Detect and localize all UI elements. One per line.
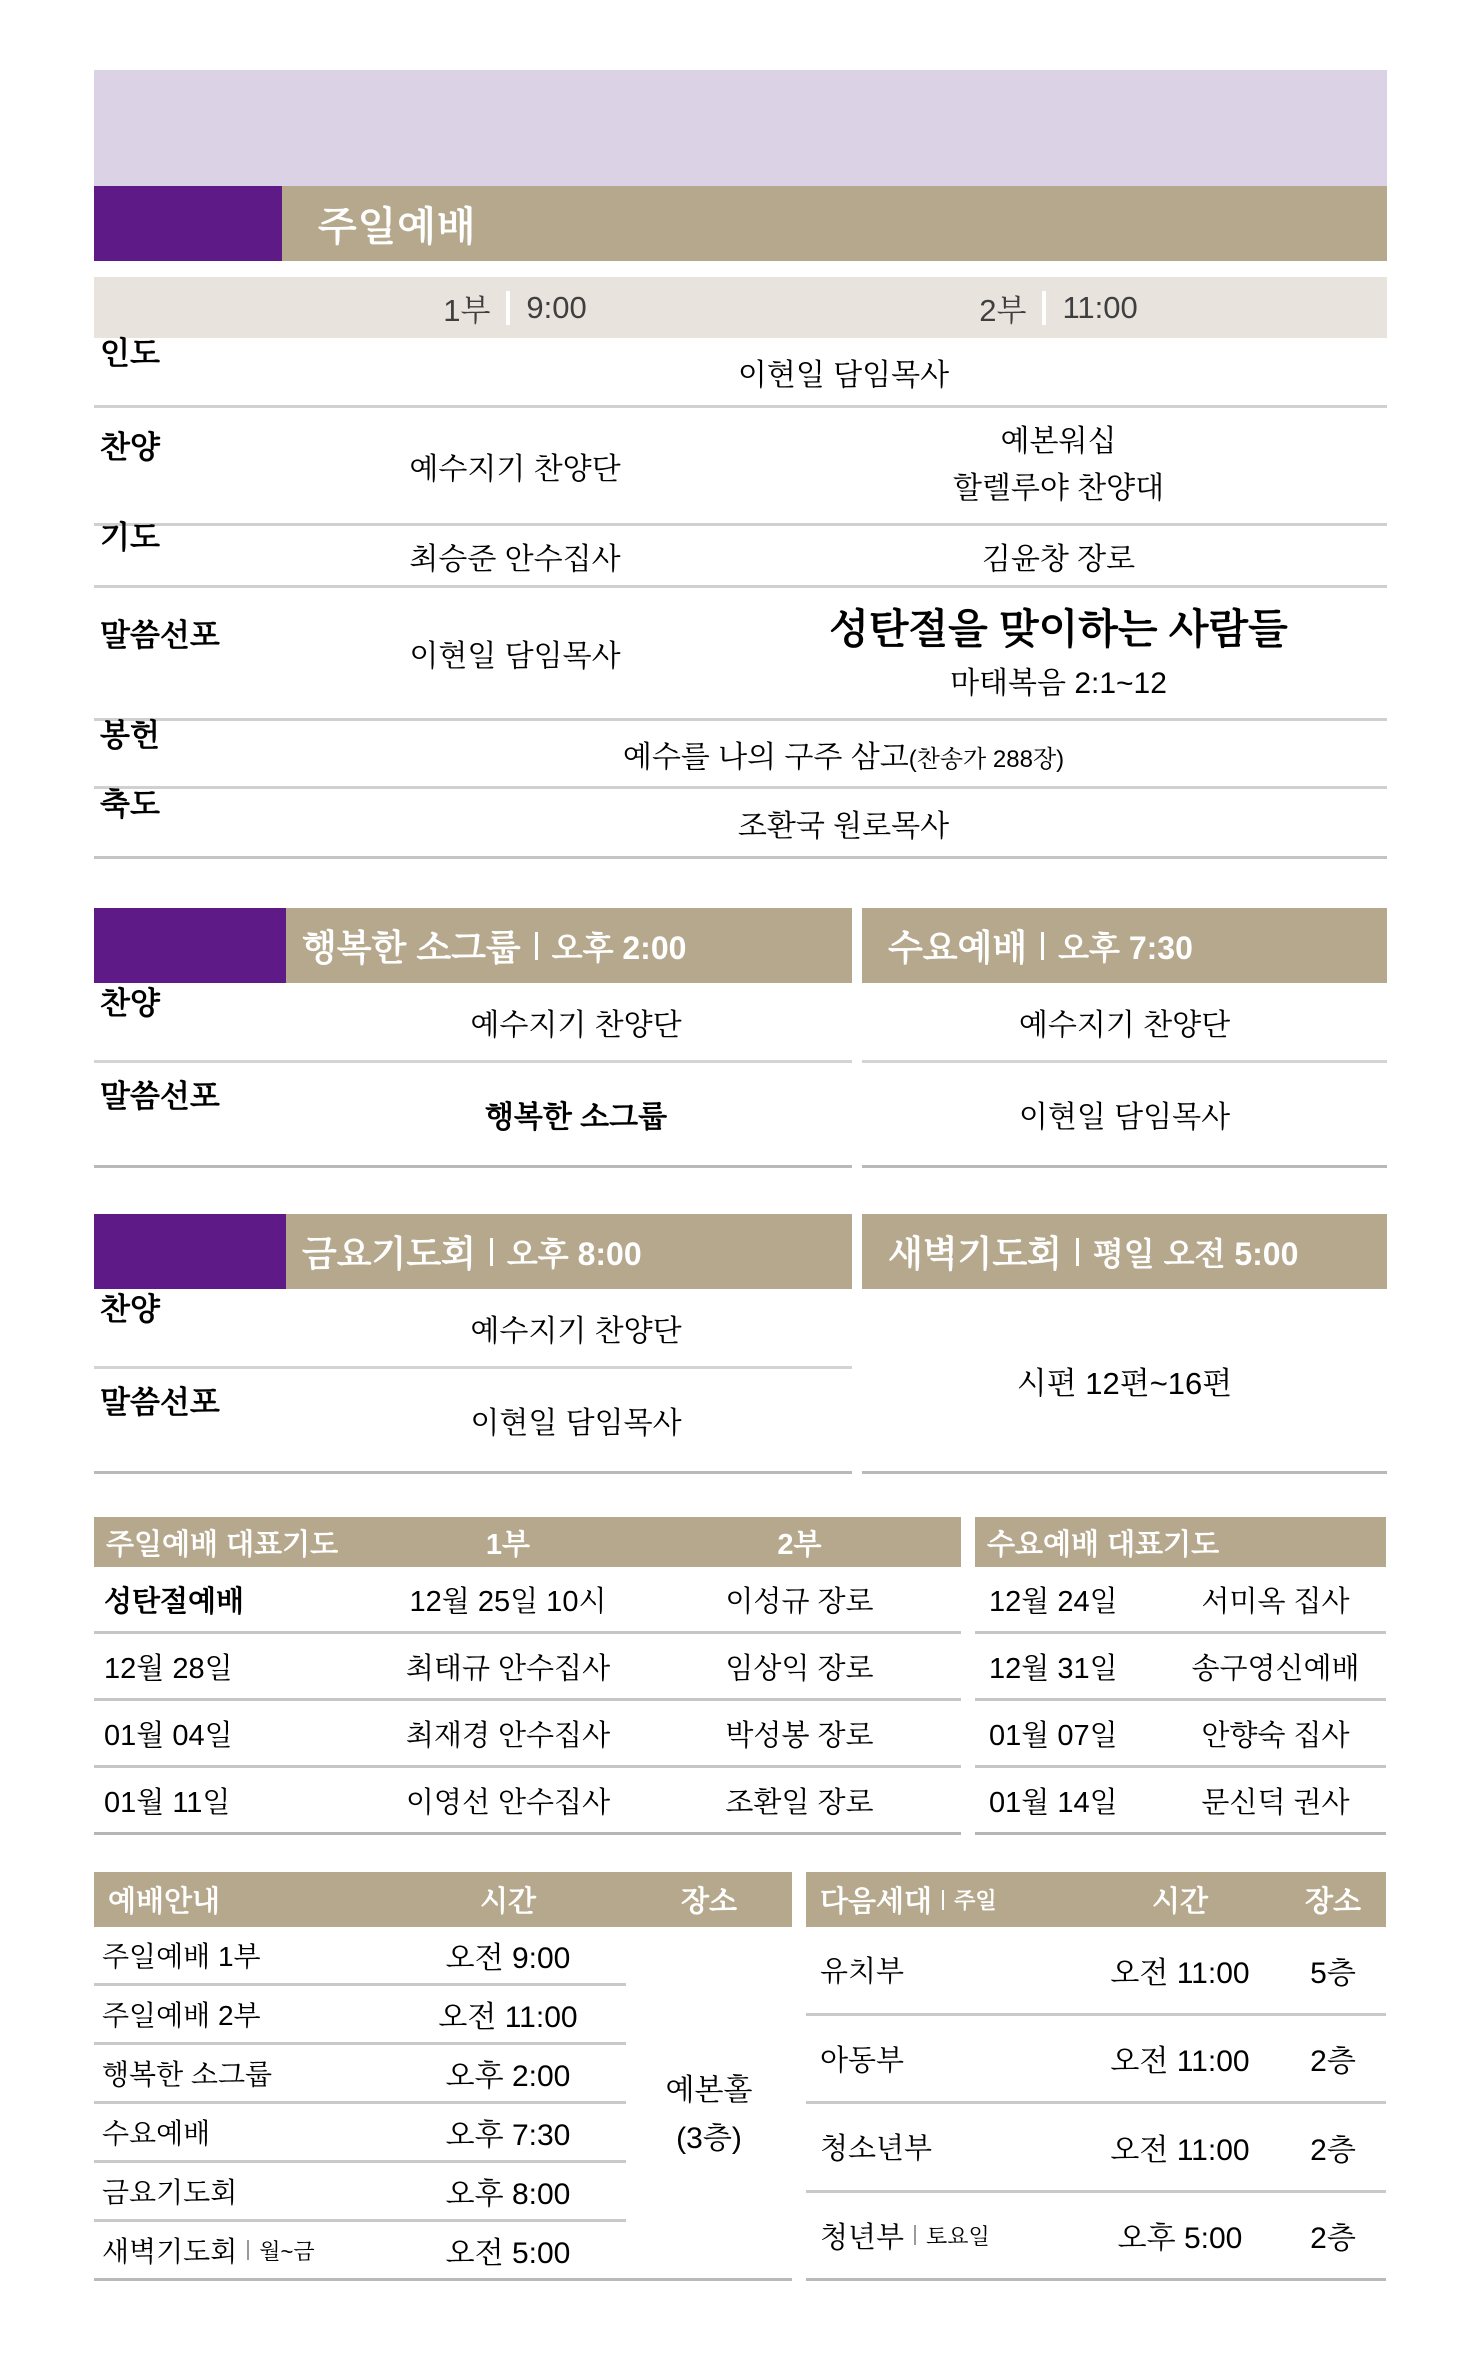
part1-name: 12월 25일 10시 (409, 1585, 607, 1618)
table-row-leading (94, 338, 1387, 408)
praise-team: 예수지기 찬양단 (470, 1314, 682, 1348)
sunday-worship-table (94, 338, 1387, 859)
friday-prayer-title: 금요기도회 (302, 1233, 476, 1274)
separator-bar (942, 1890, 944, 1910)
sunday-rep-prayer-title: 주일예배 대표기도 (106, 1528, 339, 1561)
section-small-group-and-wednesday (94, 908, 1387, 1168)
bulletin-content (94, 70, 1387, 2281)
table-row (806, 1927, 1386, 2016)
sermon-verse: 마태복음 2:1~12 (950, 666, 1167, 700)
wednesday-worship-title: 수요예배 (888, 927, 1028, 968)
col-header-place: 장소 (1304, 1886, 1362, 1918)
dawn-prayer-scripture: 시편 12편~16편 (862, 1289, 1387, 1474)
col-header-time: 시간 (1151, 1886, 1209, 1918)
row-label: 찬양 (100, 430, 160, 466)
table-row-praise (94, 1289, 852, 1369)
worship-guide-table (94, 1872, 792, 2281)
service-name-note: 월~금 (259, 2238, 315, 2264)
table-row (94, 1768, 961, 1835)
separator-bar (490, 1238, 493, 1266)
table-row (94, 2163, 626, 2222)
row-label: 찬양 (100, 986, 160, 1022)
part2-name: 임상익 장로 (725, 1652, 874, 1685)
offering-hymn: 예수를 나의 구주 삼고(찬송가 288장) (622, 740, 1065, 774)
table-row-offering (94, 718, 1387, 789)
purple-accent-block (94, 1214, 286, 1289)
table-row-benediction (94, 789, 1387, 859)
row-name: 문신덕 권사 (1201, 1786, 1350, 1819)
table-row-sermon (862, 1063, 1387, 1168)
service-times-row (94, 277, 1387, 338)
next-generation-header (806, 1872, 1386, 1927)
row-date: 12월 28일 (104, 1652, 233, 1685)
wednesday-worship-title-bar (862, 908, 1387, 983)
row-name: 서미옥 집사 (1201, 1585, 1350, 1618)
col-header-place: 장소 (680, 1886, 738, 1918)
service-time: 오후 2:00 (445, 2060, 571, 2093)
service-1-time (300, 285, 730, 330)
table-row-praise (94, 983, 852, 1063)
department-time: 오후 5:00 (1117, 2222, 1243, 2256)
table-row (94, 1986, 626, 2045)
wednesday-rep-prayer-table (975, 1517, 1386, 1835)
table-row-sermon (94, 1063, 852, 1168)
sermon-title: 성탄절을 맞이하는 사람들 (829, 606, 1288, 653)
place-line2: (3층) (676, 2122, 742, 2155)
dawn-prayer-title-bar (862, 1214, 1387, 1289)
row-label: 말씀선포 (100, 1078, 220, 1114)
sunday-rep-prayer-table (94, 1517, 961, 1835)
happy-small-group-header (94, 908, 852, 983)
department-name-note: 토요일 (926, 2223, 990, 2249)
service-name: 행복한 소그룹 (102, 2059, 273, 2090)
purple-accent-block (94, 186, 282, 261)
table-row (975, 1701, 1386, 1768)
sunday-worship-title-bar (282, 186, 1387, 261)
separator-bar (1076, 1238, 1079, 1266)
row-date: 01월 14일 (989, 1786, 1118, 1819)
table-row-praise (94, 408, 1387, 526)
service-1-time-value: 9:00 (526, 289, 587, 325)
leading-name: 이현일 담임목사 (737, 358, 950, 392)
department-time: 오전 11:00 (1110, 2045, 1250, 2079)
service-2-time (730, 285, 1387, 330)
row-label: 찬양 (100, 1292, 160, 1328)
section-header-sunday-worship (94, 186, 1387, 261)
happy-small-group-title-bar (286, 908, 852, 983)
department-time: 오전 11:00 (1110, 1956, 1250, 1990)
row-date: 성탄절예배 (104, 1585, 245, 1618)
table-row (94, 2104, 626, 2163)
row-label: 말씀선포 (100, 1384, 220, 1420)
praise-part2-line1: 예본워십 (1000, 425, 1117, 458)
wednesday-rep-prayer-rows (975, 1567, 1386, 1835)
service-name: 수요예배 (102, 2118, 211, 2149)
col-header-time: 시간 (479, 1886, 537, 1918)
next-generation-table (806, 1872, 1386, 2281)
prayer-part2: 김윤창 장로 (981, 542, 1136, 576)
wednesday-rep-prayer-title: 수요예배 대표기도 (987, 1528, 1220, 1561)
row-date: 01월 04일 (104, 1719, 233, 1752)
service-name: 주일예배 1부 (102, 1941, 261, 1972)
next-generation-title-note: 주일 (954, 1888, 997, 1913)
wednesday-rep-prayer-header (975, 1517, 1386, 1567)
next-generation-title: 다음세대 주일 (820, 1886, 997, 1918)
sunday-rep-prayer-header (94, 1517, 961, 1567)
service-time: 오전 11:00 (438, 2001, 578, 2034)
separator-bar (914, 2225, 916, 2245)
service-time: 오후 8:00 (445, 2178, 571, 2211)
table-row (975, 1634, 1386, 1701)
table-row (94, 1634, 961, 1701)
sermon-value: 행복한 소그룹 (484, 1101, 668, 1134)
section-representative-prayer (94, 1517, 1387, 1835)
separator-bar (535, 932, 538, 960)
service-name: 새벽기도회 월~금 (102, 2236, 315, 2267)
decorative-lavender-band (94, 70, 1387, 186)
friday-prayer-header (94, 1214, 852, 1289)
praise-part2-line2: 할렐루야 찬양대 (952, 471, 1165, 505)
sermon-preacher: 이현일 담임목사 (409, 640, 621, 673)
table-row (806, 2193, 1386, 2279)
table-row (975, 1768, 1386, 1835)
worship-guide-header (94, 1872, 792, 1927)
offering-hymn-number: (찬송가 288장) (908, 745, 1065, 773)
department-name: 유치부 (820, 1956, 905, 1989)
praise-part1: 예수지기 찬양단 (409, 452, 621, 486)
part1-name: 이영선 안수집사 (405, 1786, 611, 1819)
dawn-prayer-header (862, 1214, 1387, 1289)
separator-bar (1042, 291, 1046, 325)
row-name: 송구영신예배 (1191, 1652, 1360, 1685)
table-row (806, 2104, 1386, 2193)
service-name: 금요기도회 (102, 2177, 238, 2208)
purple-accent-block (94, 908, 286, 983)
sermon-preacher: 이현일 담임목사 (470, 1407, 682, 1440)
col-header-part2: 2부 (777, 1528, 822, 1561)
merged-place-cell (626, 2067, 792, 2163)
row-name: 안향숙 집사 (1201, 1719, 1350, 1752)
col-header-part1: 1부 (485, 1528, 531, 1561)
sunday-rep-prayer-rows (94, 1567, 961, 1835)
sermon-preacher: 이현일 담임목사 (1018, 1101, 1231, 1134)
worship-guide-title: 예배안내 (108, 1886, 221, 1918)
table-row (975, 1567, 1386, 1634)
sunday-worship-title: 주일예배 (318, 205, 477, 249)
wednesday-worship-header (862, 908, 1387, 983)
department-place: 2층 (1310, 2045, 1356, 2079)
place-line1: 예본홀 (665, 2074, 753, 2107)
row-date: 12월 31일 (989, 1652, 1118, 1685)
part2-name: 박성봉 장로 (725, 1719, 874, 1752)
row-date: 01월 07일 (989, 1719, 1118, 1752)
friday-prayer-title-bar (286, 1214, 852, 1289)
table-row-sermon (94, 1369, 852, 1474)
row-label: 인도 (100, 336, 160, 372)
praise-part2 (730, 419, 1387, 512)
friday-prayer-time: 오후 8:00 (506, 1235, 642, 1272)
sermon-info (730, 604, 1387, 701)
dawn-prayer-table (862, 1214, 1387, 1474)
table-row-praise (862, 983, 1387, 1063)
happy-small-group-table (94, 908, 852, 1168)
row-date: 01월 11일 (104, 1786, 231, 1819)
part2-name: 이성규 장로 (725, 1585, 874, 1618)
row-date: 12월 24일 (989, 1585, 1118, 1618)
department-name: 아동부 (820, 2044, 905, 2077)
table-row (94, 1567, 961, 1634)
row-label: 봉헌 (100, 718, 160, 754)
part2-name: 조환일 장로 (725, 1786, 874, 1819)
table-row (94, 2045, 626, 2104)
table-row-prayer (94, 520, 1387, 588)
happy-small-group-title: 행복한 소그룹 (302, 927, 521, 968)
dawn-prayer-title: 새벽기도회 (888, 1233, 1062, 1274)
prayer-part1: 최승준 안수집사 (409, 542, 621, 576)
friday-prayer-table (94, 1214, 852, 1474)
service-2-part-label: 2부 (979, 293, 1027, 328)
table-row (94, 1701, 961, 1768)
row-label: 기도 (100, 520, 160, 556)
service-time: 오후 7:30 (445, 2119, 571, 2152)
department-place: 5층 (1310, 1956, 1356, 1990)
service-1-part-label: 1부 (443, 293, 491, 328)
part1-name: 최재경 안수집사 (405, 1719, 611, 1752)
section-friday-and-dawn-prayer (94, 1214, 1387, 1474)
praise-team: 예수지기 찬양단 (1018, 1008, 1231, 1042)
department-time: 오전 11:00 (1110, 2133, 1250, 2167)
department-place: 2층 (1310, 2222, 1356, 2256)
table-row (94, 1927, 626, 1986)
wednesday-worship-table (862, 908, 1387, 1168)
service-name: 주일예배 2부 (102, 2000, 261, 2031)
part1-name: 최태규 안수집사 (405, 1652, 611, 1685)
department-name: 청소년부 (820, 2133, 933, 2166)
next-generation-rows (806, 1927, 1386, 2278)
service-time: 오전 5:00 (445, 2237, 571, 2270)
row-label: 축도 (100, 787, 160, 823)
happy-small-group-time: 오후 2:00 (551, 929, 687, 966)
benediction-name: 조환국 원로목사 (737, 809, 950, 843)
separator-bar (506, 291, 510, 325)
section-worship-guide-and-next-gen (94, 1872, 1387, 2281)
wednesday-worship-time: 오후 7:30 (1058, 929, 1193, 966)
table-row-sermon (94, 588, 1387, 721)
department-place: 2층 (1310, 2133, 1356, 2167)
praise-team: 예수지기 찬양단 (470, 1008, 682, 1042)
department-name: 청년부 토요일 (820, 2221, 990, 2254)
service-time: 오전 9:00 (445, 1942, 571, 1975)
service-2-time-value: 11:00 (1062, 289, 1138, 325)
separator-bar (1041, 932, 1044, 960)
row-label: 말씀선포 (100, 617, 220, 653)
dawn-prayer-time: 평일 오전 5:00 (1092, 1235, 1299, 1272)
table-row (806, 2016, 1386, 2105)
table-row (94, 2222, 626, 2278)
separator-bar (247, 2240, 249, 2260)
